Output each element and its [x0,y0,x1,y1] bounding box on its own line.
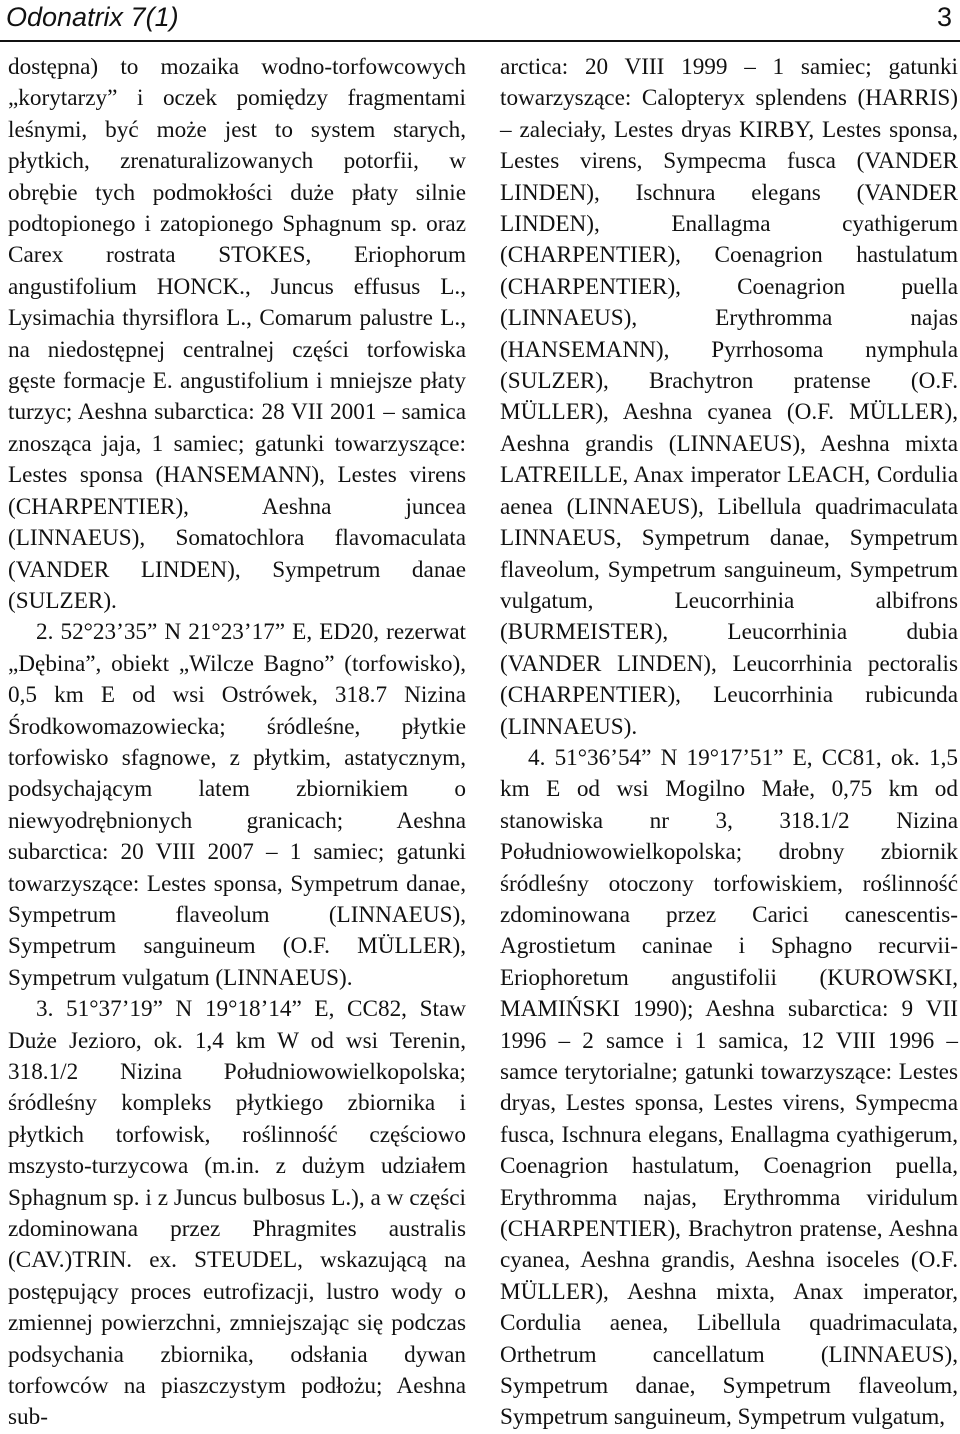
paragraph-site-4: 4. 51°36’54” N 19°17’51” E, CC81, ok. 1,5 km E od wsi Mogilno Małe, 0,75 km od stanowiska nr 3, 318.1/2 Nizina Południowowielkopolska; drobny zbiornik śródleśny otoczony torfowiskiem, roślinność zdominowana przez Carici canescentis-Agrostietum caninae i Sphagno recurvii-Eriophoretum angustifolii (KUROWSKI, MAMIŃSKI 1990); Aeshna subarctica: 9 VII 1996 – 2 samce i 1 samica, 12 VIII 1996 – samce terytorialne; gatunki towarzyszące: Lestes dryas, Lestes sponsa, Lestes virens, Sympecma fusca, Ischnura elegans, Enallagma cyathigerum, Coenagrion hastulatum, Coenagrion puella, Erythromma najas, Erythromma viridulum (CHARPENTIER), Brachytron pratense, Aeshna cyanea, Aeshna grandis, Aeshna isoceles (O.F. MÜLLER), Aeshna mixta, Anax imperator, Cordulia aenea, Libellula quadrimaculata, Orthetrum cancellatum (LINNAEUS), Sympetrum danae, Sympetrum flaveolum, Sympetrum sanguineum, Sympetrum vulgatum, [500,744,958,1431]
journal-title: Odonatrix 7(1) [6,2,179,32]
paragraph-site-3-continued: arctica: 20 VIII 1999 – 1 samiec; gatunki towarzyszące: Calopteryx splendens (HARRIS) – zaleciały, Lestes dryas KIRBY, Lestes sponsa, Lestes virens, Sympecma fusca (VANDER LINDEN), Ischnura elegans (VANDER LINDEN), Enallagma cyathigerum (CHARPENTIER), Coenagrion hastulatum (CHARPENTIER), Coenagrion puella (LINNAEUS), Erythromma najas (HANSEMANN), Pyrrhosoma nymphula (SULZER), Brachytron pratense (O.F. MÜLLER), Aeshna cyanea (O.F. MÜLLER), Aeshna grandis (LINNAEUS), Aeshna mixta LATREILLE, Anax imperator LEACH, Cordulia aenea (LINNAEUS), Libellula quadrimaculata LINNAEUS, Sympetrum danae, Sympetrum flaveolum, Sympetrum sanguineum, Sympetrum vulgatum, Leucorrhinia albifrons (BURMEISTER), Leucorrhinia dubia (VANDER LINDEN), Leucorrhinia pectoralis (CHARPENTIER), Leucorrhinia rubicunda (LINNAEUS). [500,54,958,740]
paragraph-site-3: 3. 51°37’19” N 19°18’14” E, CC82, Staw Duże Jezioro, ok. 1,4 km W od wsi Terenin, 318.1/2 Nizina Południowowielkopolska; śródleśny kompleks płytkiego zbiornika i płytkich torfowisk, roślinność częściowo mszysto-turzycowa (m.in. z dużym udziałem Sphagnum sp. i z Juncus bulbosus L.), a w części zdominowana przez Phragmites australis (CAV.)TRIN. ex. STEUDEL, wskazującą na postępujący proces eutrofizacji, lustro wody o zmiennej powierzchni, zmniejszając się podczas podsychania zbiornika, odsłania dywan torfowców na piaszczystym podłożu; Aeshna sub- [8,996,466,1431]
paragraph-site-1-continued: dostępna) to mozaika wodno-torfowcowych „korytarzy” i oczek pomiędzy fragmentami leśnymi, być może jest to system starych, płytkich, zrenaturalizowanych potorfii, w obrębie tych podmokłości duże płaty silnie podtopionego i zatopionego Sphagnum sp. oraz Carex rostrata STOKES, Eriophorum angustifolium HONCK., Juncus effusus L., Lysimachia thyrsiflora L., Comarum palustre L., na niedostępnej centralnej części torfowiska gęste formacje E. angustifolium i mniejsze płaty turzyc; Aeshna subarctica: 28 VII 2001 – samica znosząca jaja, 1 samiec; gatunki towarzyszące: Lestes sponsa (HANSEMANN), Lestes virens (CHARPENTIER), Aeshna juncea (LINNAEUS), Somatochlora flavomaculata (VANDER LINDEN), Sympetrum danae (SULZER). [8,54,466,614]
page-header [0,0,960,42]
right-column [500,52,958,1434]
page-number: 3 [936,2,952,32]
paragraph-site-2: 2. 52°23’35” N 21°23’17” E, ED20, rezerwat „Dębina”, obiekt „Wilcze Bagno” (torfowisko), 0,5 km E od wsi Ostrówek, 318.7 Nizina Środkowomazowiecka; śródleśne, płytkie torfowisko sfagnowe, z płytkim, astatycznym, podsychającym latem zbiornikiem o niewyodrębnionych granicach; Aeshna subarctica: 20 VIII 2007 – 1 samiec; gatunki towarzyszące: Lestes sponsa, Sympetrum danae, Sympetrum flaveolum (LINNAEUS), Sympetrum sanguineum (O.F. MÜLLER), Sympetrum vulgatum (LINNAEUS). [8,619,466,991]
left-column [8,52,466,1434]
